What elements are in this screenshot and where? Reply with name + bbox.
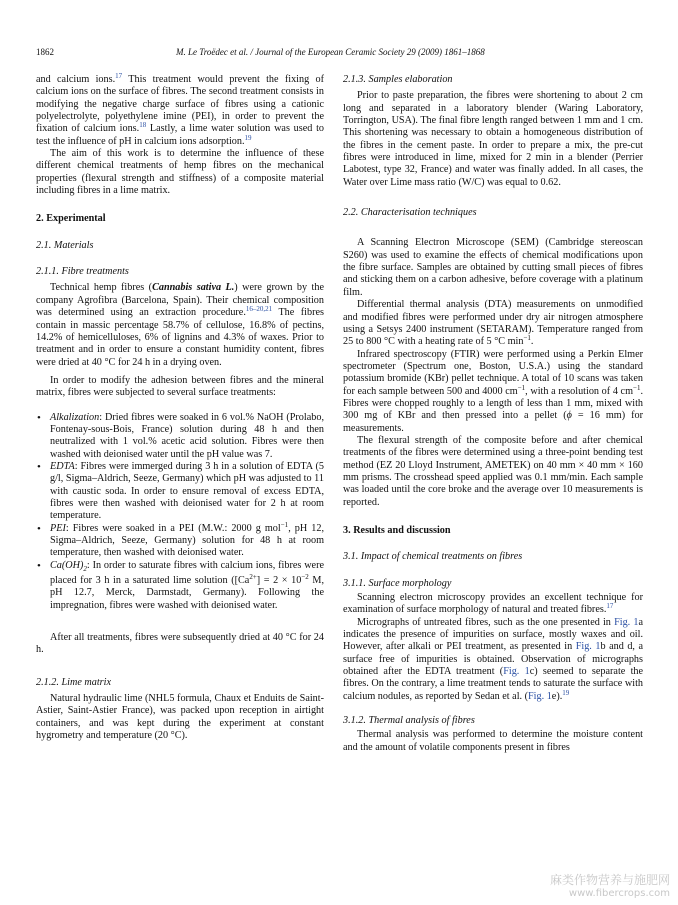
paragraph-flexural: The flexural strength of the composite before and after chemical treatments of the fibres were determined using a three-point bending test method (EZ 20 Lloyd Instrument, AMETEK) on 40 mm × 40 mm × 160 mm prisms. The crosshead speed applied was 0.1 mm/min. Each sample was loaded until the core broke and the average over 10 measurements is reported. bbox=[343, 434, 643, 508]
paragraph-sem: A Scanning Electron Microscope (SEM) (Cambridge stereoscan S260) was used to examine the effects of chemical modifications upon the fibre surface. Samples are obtained by cutting small pieces of fibres and sticking them on a carbon adhesive, before coverage with a platinum film. bbox=[343, 237, 643, 298]
page-number: 1862 bbox=[36, 47, 54, 57]
right-column bbox=[343, 74, 643, 754]
citation-link[interactable]: 16–20,21 bbox=[245, 305, 273, 314]
figure-link[interactable]: Fig. 1 bbox=[528, 690, 552, 702]
citation-link[interactable]: 17 bbox=[606, 602, 614, 611]
paragraph-thermal: Thermal analysis was performed to determine the moisture content and the amount of volatile components present in fibres bbox=[343, 729, 643, 753]
subsection-heading-lime-matrix: 2.1.2. Lime matrix bbox=[36, 676, 111, 688]
paragraph-sem-intro: Scanning electron microscopy provides an excellent technique for examination of surface morphology of natural and treated fibres.$^{17}$ bbox=[343, 592, 643, 616]
section-heading-experimental: 2. Experimental bbox=[36, 213, 106, 225]
subsection-heading-materials: 2.1. Materials bbox=[36, 239, 94, 251]
watermark-cn: 麻类作物营养与施肥网 bbox=[549, 873, 670, 887]
figure-link[interactable]: Fig. 1 bbox=[503, 666, 530, 678]
paragraph-dta: Differential thermal analysis (DTA) measurements on unmodified and modified fibres were performed under dry air nitrogen atmosphere using a Setsys 2400 instrument (SETARAM). Temperature ranged from 25 to 800 °C with a heating rate of 5 °C $\min^{-1}$. bbox=[343, 299, 643, 348]
list-item: • EDTA: Fibres were immerged during 3 h in a solution of EDTA (5 g/l, Sigma–Aldrich, Seeze, Germany) which pH was adjusted to 11 with caustic soda. In order to ensure removal of excess EDTA, fibres were then washed with deionised water for 2 h at room temperature. bbox=[36, 461, 324, 523]
subsection-heading-surface-morphology: 3.1.1. Surface morphology bbox=[343, 577, 452, 589]
treatment-list bbox=[36, 412, 324, 613]
subsection-heading-characterisation: 2.2. Characterisation techniques bbox=[343, 207, 477, 219]
paragraph-treatments-intro: In order to modify the adhesion between fibres and the mineral matrix, fibres were subjected to several surface treatments: bbox=[36, 374, 324, 399]
list-item: • PEI: Fibres were soaked in a PEI (M.W.: 2000 g mol$^{-1}$, pH 12, Sigma–Aldrich, Seeze, Germany) solution for 48 h at room temperature, then washed with deionised water. bbox=[36, 523, 324, 560]
paragraph-fibres: Technical hemp fibres (Cannabis sativa L.) were grown by the company Agrofibra (Barcelona, Spain). Their chemical composition was determined using an extraction procedure.$^{16-20,21}$ The fibres contain in massic percentage 58.7% of cellulose, 16.8% of pectins, 14.2% of hemicelluloses, 6% of lignins and 4.3% of waxes. Prior to treatment and in order to ensure a constant humidity content, fibres were dried at 40 °C for 24 h in a drying oven. bbox=[36, 282, 324, 368]
subsection-heading-impact: 3.1. Impact of chemical treatments on fibres bbox=[343, 551, 523, 563]
running-header bbox=[36, 47, 643, 61]
paragraph-samples: Prior to paste preparation, the fibres were shortening to about 2 cm long and separated in a laboratory blender (Waring Laboratory, Torrington, USA). The final fibre length ranged between 1 mm and 1 cm. This shortening was necessary to obtain a homogeneous distribution of the fibres in the cement paste. In order to prepare a mix, the pre-cut fibres were introduced in lime, mixed for 2 min in a blender (Perrier Labotest, type 32, France) and water was finally added. In all cases, the Water over Lime mass ratio (W/C) was equal to 0.62. bbox=[343, 90, 643, 188]
citation-link[interactable]: 19 bbox=[244, 133, 252, 142]
paragraph-intro-end: and calcium ions.$^{17}$ This treatment would prevent the fixing of calcium ions on the surface of fibres. The second treatment consists in modifying the negative charge surface of fibres using a cationic polyelectrolyte, polyethylene imine (PEI), in order to prevent the fixation of calcium ions.$^{18}$ Lastly, a lime water solution was used to test the influence of pH in calcium ions adsorption.$^{19}$ bbox=[36, 72, 325, 147]
paragraph-micrographs: Micrographs of untreated fibres, such as the one presented in Fig. 1a indicates the presence of impurities on surface, mostly waxes and oil. However, after alkali or PEI treatment, as presented in Fig. 1b and d, a surface free of impurities is obtained. Observation of micrographs obtained after the EDTA treatment (Fig. 1c) seemed to separate the fibres. On the contrary, a lime treatment tends to saturate the surface with calcium nodules, as reported by Sedan et al. (Fig. 1e).$^{19}$ bbox=[343, 616, 644, 702]
subsection-heading-samples: 2.1.3. Samples elaboration bbox=[343, 74, 453, 85]
left-column bbox=[36, 74, 324, 743]
paragraph-drying: After all treatments, fibres were subsequently dried at 40 °C for 24 h. bbox=[36, 632, 324, 656]
citation-link[interactable]: 18 bbox=[139, 121, 147, 130]
paragraph-aim: The aim of this work is to determine the influence of these different chemical treatments of hemp fibres on the mechanical properties (flexural strength and stiffness) of a composite material including fibres in a lime matrix. bbox=[36, 148, 324, 197]
watermark bbox=[550, 871, 670, 899]
list-item: • $Ca(OH)_2$: In order to saturate fibres with calcium ions, fibres were placed for 3 h in a saturated lime solution ($[Ca^{2+}] = 2 \times 10^{-2}$ M, pH 12.7, Merck, Darmstadt, Germany). Following the impregnation, fibres were washed with deionised water. bbox=[36, 560, 324, 612]
figure-link[interactable]: Fig. 1 bbox=[614, 616, 639, 628]
subsection-heading-fibre-treatments: 2.1.1. Fibre treatments bbox=[36, 266, 129, 278]
paragraph-ftir: Infrared spectroscopy (FTIR) were performed using a Perkin Elmer spectrometer (Spectrum one, Boston, U.S.A.) using the standard potassium bromide (KBr) pellet technique. A total of 10 scans was taken for each sample between 500 and 4000 $cm^{-1}$, with a resolution of 4 $cm^{-1}$. Fibres were chopped roughly to a length of less than 1 mm, mixed with 300 mg of KBr and then pressed into a pellet (ϕ = 16 mm) for measurements. bbox=[343, 348, 644, 434]
list-item: • Alkalization: Dried fibres were soaked in 6 vol.% NaOH (Prolabo, Fontenay-sous-Bois, France) solution during 48 h and then neutralized with 1 vol.% acetic acid solution. Fibres were then washed with deionised water until the pH value was 7. bbox=[36, 412, 324, 461]
figure-link[interactable]: Fig. 1 bbox=[575, 641, 601, 653]
running-head: M. Le Troëdec et al. / Journal of the European Ceramic Society 29 (2009) 1861–1868 bbox=[176, 47, 485, 57]
section-heading-results: 3. Results and discussion bbox=[343, 525, 451, 536]
citation-link[interactable]: 19 bbox=[562, 688, 570, 697]
subsection-heading-thermal: 3.1.2. Thermal analysis of fibres bbox=[343, 715, 475, 727]
watermark-url: www.fibercrops.com bbox=[568, 888, 670, 899]
citation-link[interactable]: 17 bbox=[115, 72, 123, 80]
paragraph-lime: Natural hydraulic lime (NHL5 formula, Chaux et Enduits de Saint-Astier, Saint-Astier France), was packed upon reception in airtight containers, and was kept during the experiment at constant hygrometry and temperature (20 °C). bbox=[36, 693, 324, 742]
